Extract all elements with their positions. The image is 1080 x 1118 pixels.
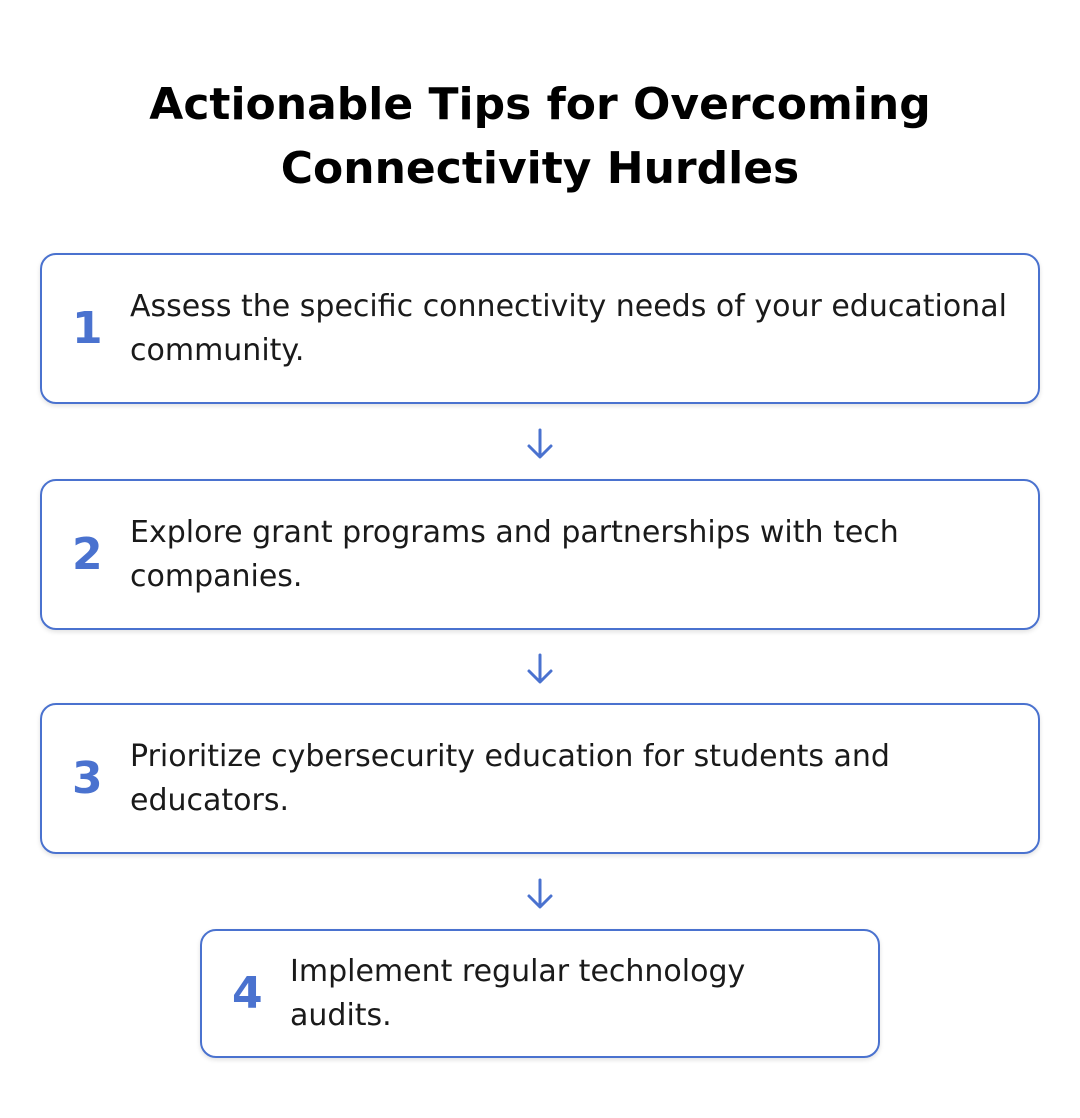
page-title [0,73,1080,201]
arrow-down-icon [522,876,558,912]
step-number-2: 2 [72,528,103,580]
title-line-1: Actionable Tips for Overcoming [149,79,931,131]
step-number-1: 1 [72,302,103,354]
step-text-2: Explore grant programs and partnerships with tech companies. [130,514,899,594]
step-text-1: Assess the specific connectivity needs of your educational community. [130,288,1007,368]
step-text-4: Implement regular technology audits. [290,953,746,1033]
arrow-down-icon [522,651,558,687]
step-card-2 [40,479,1040,630]
step-card-4 [200,929,880,1058]
arrow-down-icon [522,426,558,462]
step-card-1 [40,253,1040,404]
step-number-4: 4 [232,967,263,1019]
step-number-3: 3 [72,752,103,804]
step-card-3 [40,703,1040,854]
step-text-3: Prioritize cybersecurity education for students and educators. [130,738,890,818]
title-line-2: Connectivity Hurdles [280,143,800,195]
